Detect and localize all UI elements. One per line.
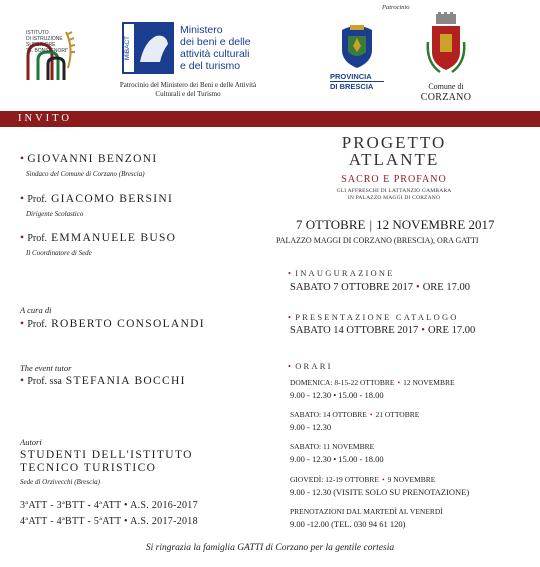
project-note: GLI AFFRESCHI DI LATTANZIO GAMBARA IN PALAZZO MAGGI DI CORZANO [336, 188, 452, 201]
person-benzoni-role: Sindaco del Comune di Corzano (Brescia) [26, 170, 145, 178]
inaugurazione-datetime: SABATO 7 OTTOBRE 2017 • ORE 17.00 [290, 282, 470, 293]
person-buso-role: Il Coordinatore di Sede [26, 249, 92, 257]
person-buso-name: • Prof. EMMANUELE BUSO [20, 232, 177, 244]
svg-text:MiBACT: MiBACT [124, 35, 131, 61]
classes-2017: 4ªATT - 4ªBTT - 5ªATT • A.S. 2017-2018 [20, 516, 198, 527]
studenti-sede: Sede di Orzivecchi (Brescia) [20, 478, 101, 486]
classes-2016: 3ªATT - 3ªBTT - 4ªATT • A.S. 2016-2017 [20, 500, 198, 511]
school-logo-text: ISTITUTO DI ISTRUZIONE SUPERIORE "G. BONSIGNORI" [26, 30, 69, 54]
ministry-patronage: Patrocinio del Ministero dei Beni e delle Attività Culturali e del Turismo [119, 81, 257, 98]
orari-sabato-days: SABATO: 14 OTTOBRE • 21 OTTOBRE [290, 410, 420, 419]
presentazione-title: • PRESENTAZIONE CATALOGO [288, 312, 459, 322]
cura-caption: A cura di [20, 305, 52, 315]
footer-thanks: Si ringrazia la famiglia GATTI di Corzano per la gentile cortesia [145, 543, 395, 553]
orari-sabato-nov-days: SABATO: 11 NOVEMBRE [290, 442, 375, 451]
orari-giovedi-days: GIOVEDÌ: 12-19 OTTOBRE • 9 NOVEMBRE [290, 475, 436, 484]
person-bocchi-name: • Prof. ssa STEFANIA BOCCHI [20, 375, 186, 387]
person-consolandi-name: • Prof. ROBERTO CONSOLANDI [20, 318, 205, 330]
orari-sabato-hours: 9.00 - 12.30 [290, 422, 332, 432]
exhibition-venue: PALAZZO MAGGI DI CORZANO (BRESCIA), ORA GATTI [276, 236, 479, 245]
comune-label-prefix: Comune di [428, 82, 464, 91]
comune-crest-icon [426, 12, 466, 78]
project-title: PROGETTO ATLANTE [341, 133, 447, 169]
studenti-title: STUDENTI DELL'ISTITUTO TECNICO TURISTICO [20, 449, 193, 474]
comune-label-name: CORZANO [420, 92, 472, 103]
exhibition-dates: 7 OTTOBRE | 12 NOVEMBRE 2017 [296, 217, 495, 232]
provincia-crest-icon [338, 22, 376, 68]
tutor-caption: The event tutor [20, 363, 72, 373]
person-benzoni-name: • GIOVANNI BENZONI [20, 153, 158, 165]
project-subtitle: SACRO E PROFANO [341, 174, 447, 185]
invito-bar [0, 111, 540, 127]
orari-domenica-days: DOMENICA: 8-15-22 OTTOBRE • 12 NOVEMBRE [290, 378, 455, 387]
provincia-label: PROVINCIA DI BRESCIA [330, 72, 384, 91]
patrocinio-label: Patrocinio [382, 4, 410, 11]
inaugurazione-title: • INAUGURAZIONE [288, 268, 395, 278]
orari-sabato-nov-hours: 9.00 - 12.30 • 15.00 - 18.00 [290, 454, 384, 464]
orari-giovedi-hours: 9.00 - 12.30 (VISITE SOLO SU PRENOTAZIONE) [290, 487, 470, 497]
presentazione-datetime: SABATO 14 OTTOBRE 2017 • ORE 17.00 [290, 325, 476, 336]
prenotazioni-hours: 9.00 -12.00 (TEL. 030 94 61 120) [290, 519, 406, 529]
orari-domenica-hours: 9.00 - 12.30 • 15.00 - 18.00 [290, 390, 384, 400]
orari-title: • ORARI [288, 361, 333, 371]
person-bersini-name: • Prof. GIACOMO BERSINI [20, 193, 174, 205]
invito-title: INVITO [18, 113, 72, 124]
person-bersini-role: Dirigente Scolastico [26, 210, 84, 218]
prenotazioni-days: PRENOTAZIONI DAL MARTEDÌ AL VENERDÌ [290, 507, 443, 516]
ministry-emblem-icon [122, 22, 174, 74]
ministry-name: Ministero dei beni e delle attività culturali e del turismo [180, 24, 251, 72]
autori-caption: Autori [20, 437, 42, 447]
